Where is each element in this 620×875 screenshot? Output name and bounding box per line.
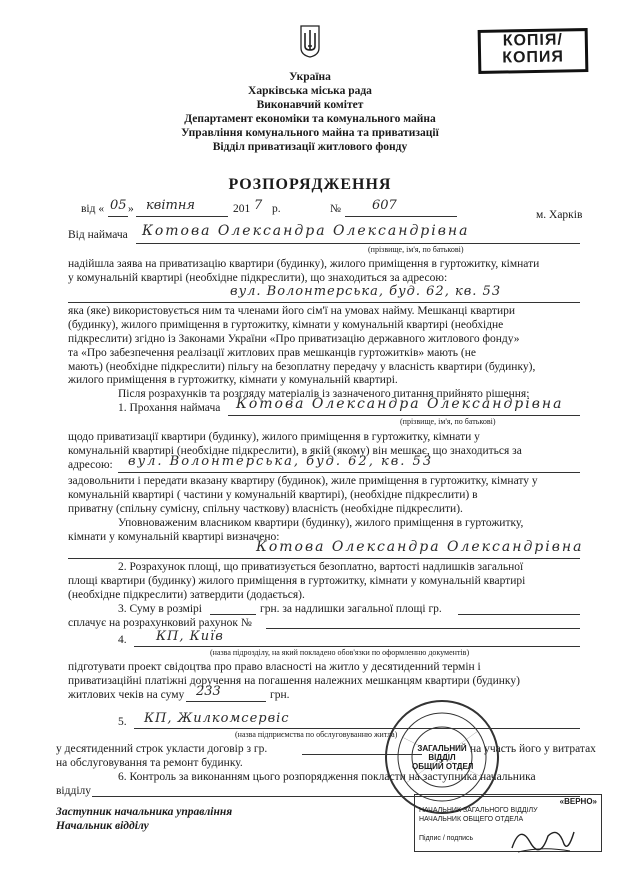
- p5-line3: приватну (спільну сумісну, спільну часткову) власність (необхідне підкреслити).: [68, 503, 463, 515]
- seal-line1: ЗАГАЛЬНИЙ: [417, 744, 467, 753]
- p7-line2: площі квартири (будинку) жилого приміщення в гуртожитку, кімнати у комунальній квартирі: [68, 575, 526, 587]
- p8-c: сплачує на розрахунковий рахунок №: [68, 617, 252, 629]
- header-committee: Виконавчий комітет: [256, 99, 364, 111]
- p10-tail: на участь його у витратах: [470, 743, 596, 755]
- order-number: 607: [372, 198, 397, 213]
- p2-line1: яка (яке) використовується ним та членами його сім'ї на умовах найму. Мешканці квартири: [68, 305, 516, 317]
- date-year-prefix: 201: [233, 203, 251, 215]
- p11-b: відділу: [56, 785, 92, 797]
- stamp-verno: «ВЕРНО»: [559, 797, 597, 806]
- p6-line1: Уповноваженим власником квартири (будинку), жилого приміщення в гуртожитку,: [118, 517, 524, 529]
- p4-line2: комунальній квартирі (необхідне підкреслити), в якій (якому) він мешкає, що знаходиться за: [68, 445, 522, 457]
- p2-line2: (будинку), жилого приміщення в гуртожитку, кімнати у комунальній квартирі (необхідне: [68, 319, 504, 331]
- p3: Після розрахунків та розгляду матеріалів із зазначеного питання прийнято рішення:: [118, 388, 530, 400]
- p2-line4: та «Про забезпечення реалізації житлових прав мешканців гуртожитків» мають (не: [68, 347, 476, 359]
- address-short: вул. Волонтерська, буд. 62, кв. 53: [128, 454, 434, 469]
- signature-deputy: Заступник начальника управління: [56, 806, 233, 818]
- item-4-value: КП, Київ: [156, 629, 224, 644]
- city: м. Харків: [536, 209, 583, 221]
- p5-line1: задовольнити і передати вказану квартиру (будинок), жиле приміщення в гуртожитку, кімнату у: [68, 475, 538, 487]
- p9-line1: підготувати проект свідоцтва про право власності на житло у десятиденний термін і: [68, 661, 481, 673]
- date-day: 05: [110, 198, 127, 213]
- document-title: РОЗПОРЯДЖЕННЯ: [228, 176, 392, 193]
- p1-line2: у комунальній квартирі (необхідне підкреслити), що знаходиться за адресою:: [68, 272, 448, 284]
- item-5-value: КП, Жилкомсервіс: [144, 711, 290, 726]
- applicant-caption-2: (прізвище, ім'я, по батькові): [400, 417, 496, 426]
- applicant-caption: (прізвище, ім'я, по батькові): [368, 245, 464, 254]
- p5-line2: комунальній квартирі ( частини у комунальній квартирі), (необхідне підкреслити) в: [68, 489, 478, 501]
- copy-stamp-line1: КОПІЯ/: [502, 31, 564, 50]
- p11: 6. Контроль за виконанням цього розпорядження покласти на заступника начальника: [118, 771, 536, 783]
- stamp-line3: Підпис / подпись: [419, 835, 474, 842]
- p9-unit: грн.: [270, 689, 290, 701]
- p7-line3: (необхідне підкреслити) затвердити (додається).: [68, 589, 305, 601]
- applicant-label: Від наймача: [68, 229, 128, 241]
- header-division: Відділ приватизації житлового фонду: [212, 141, 408, 153]
- date-prefix: від «: [81, 203, 105, 215]
- p9-sum: 233: [196, 684, 221, 699]
- p9-line2: приватизаційні платіжні доручення на погашення належних мешканцям квартири (будинку): [68, 675, 520, 687]
- p2-line6: жилого приміщення в гуртожитку, кімнати у комунальній квартирі.: [68, 374, 398, 386]
- p7-line1: 2. Розрахунок площі, що приватизується безоплатно, вартості надлишків загальної: [118, 561, 524, 573]
- signature-head: Начальник відділу: [56, 820, 149, 832]
- p1-line1: надійшла заява на приватизацію квартири (будинку), жилого приміщення в гуртожитку, кімнати: [68, 258, 540, 270]
- p8-a: 3. Суму в розмірі: [118, 603, 202, 615]
- p2-line3: підкреслити) згідно із Законами України «Про приватизацію державного житлового фонду»: [68, 333, 520, 345]
- item-5-caption: (назва підприємства по обслуговуванню житла): [235, 730, 398, 739]
- applicant-name-2: Котова Олександра Олександрівна: [236, 396, 564, 412]
- header-country: Україна: [289, 71, 331, 83]
- item-4-caption: (назва підрозділу, на який покладено обов'язки по оформленню документів): [210, 648, 470, 657]
- address-street: вул. Волонтерська, буд. 62, кв. 53: [230, 284, 502, 299]
- p4-line1: щодо приватизації квартири (будинку), жилого приміщення в гуртожитку, кімнати у: [68, 431, 480, 443]
- handwritten-signature: [508, 818, 578, 858]
- p2-line5: мають) (необхідне підкреслити) пільгу на безоплатну передачу у власність квартири (будинку),: [68, 361, 536, 373]
- item-5-number: 5.: [118, 716, 127, 728]
- coat-of-arms-icon: [299, 24, 321, 58]
- number-label: №: [330, 203, 341, 215]
- seal-line3: ОБЩИЙ ОТДЕЛ: [412, 762, 474, 771]
- date-mid: »: [128, 203, 134, 215]
- item-4-number: 4.: [118, 634, 127, 646]
- p10-line1: у десятиденний строк укласти договір з гр.: [56, 743, 268, 755]
- header-directorate: Управління комунального майна та приватизації: [181, 127, 439, 139]
- applicant-name: Котова Олександра Олександрівна: [142, 223, 470, 239]
- p6-line2: кімнати у комунальній квартирі визначено:: [68, 531, 280, 543]
- stamp-line2: НАЧАЛЬНИК ОБЩЕГО ОТДЕЛА: [419, 816, 524, 823]
- copy-stamp-line2: КОПИЯ: [502, 48, 565, 67]
- p4-line3: адресою:: [68, 459, 113, 471]
- p9-line3: житлових чеків на суму: [68, 689, 185, 701]
- stamp-line1: НАЧАЛЬНИК ЗАГАЛЬНОГО ВІДДІЛУ: [419, 807, 538, 814]
- p10-line2: на обслуговування та ремонт будинку.: [56, 757, 243, 769]
- date-year-label: р.: [272, 203, 281, 215]
- p8-b: грн. за надлишки загальної площі гр.: [260, 603, 442, 615]
- owner-name: Котова Олександра Олександрівна: [256, 539, 584, 555]
- seal-line2: ВІДДІЛ: [428, 753, 456, 762]
- header-council: Харківська міська рада: [248, 85, 372, 97]
- header-department: Департамент економіки та комунального майна: [184, 113, 436, 125]
- date-year-suffix: 7: [254, 198, 263, 213]
- p4-lead: 1. Прохання наймача: [118, 402, 221, 414]
- copy-stamp: [478, 28, 589, 74]
- date-month: квітня: [146, 198, 195, 213]
